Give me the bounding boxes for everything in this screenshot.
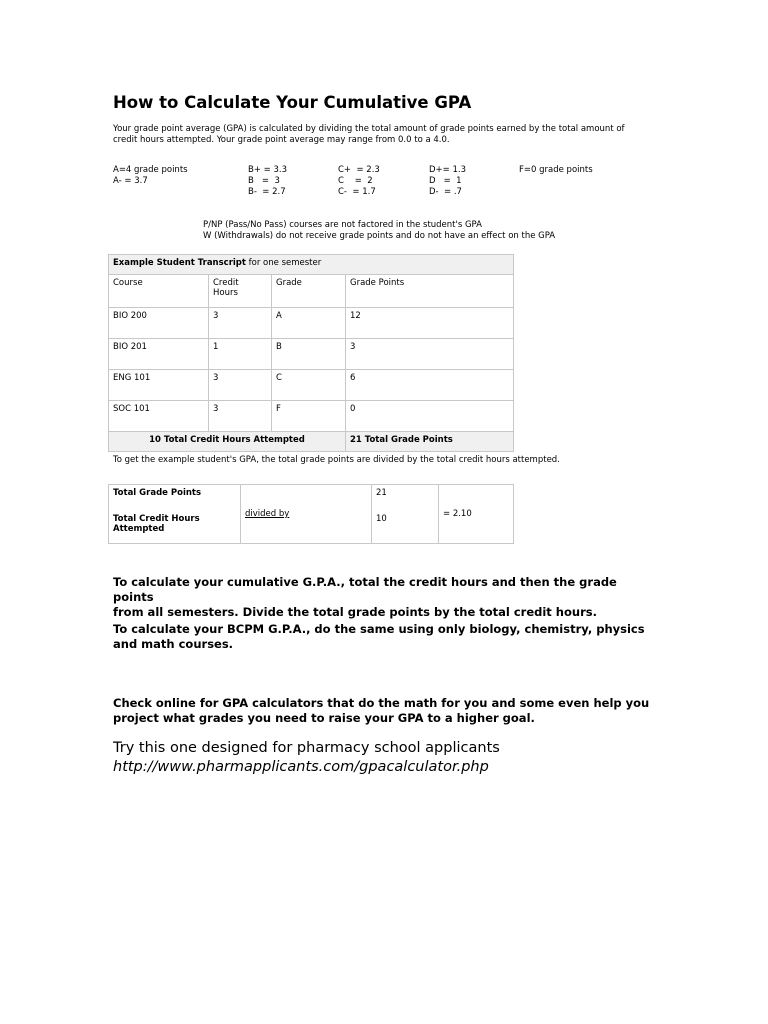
grade-entry: C = 2 (338, 176, 373, 186)
table-row (109, 401, 514, 432)
grade-entry: B = 3 (248, 176, 280, 186)
cumulative-gpa-paragraph (113, 575, 653, 620)
transcript-caption-rest: for one semester (245, 258, 322, 268)
grade-scale-d (429, 165, 466, 198)
column-header-grade: Grade (272, 275, 346, 308)
label-total-credit-hours-2: Attempted (113, 524, 165, 534)
paragraph-line: and math courses. (113, 637, 234, 651)
try-calculator-text: Try this one designed for pharmacy school applicants (113, 740, 500, 756)
grade-points-value: 21 (376, 488, 387, 498)
calc-values-cell (372, 485, 439, 544)
calc-result-cell (439, 485, 514, 544)
calc-labels-cell (109, 485, 241, 544)
grade-entry: B+ = 3.3 (248, 165, 287, 175)
course-cell: ENG 101 (109, 370, 209, 401)
gpa-calculation-table (108, 484, 514, 544)
grade-cell: B (272, 339, 346, 370)
explanation-text: To get the example student's GPA, the total grade points are divided by the total credit hours attempted. (113, 455, 560, 465)
course-cell: SOC 101 (109, 401, 209, 432)
paragraph-line: To calculate your cumulative G.P.A., total the credit hours and then the grade points (113, 575, 617, 604)
column-header-credit-hours (209, 275, 272, 308)
page-title: How to Calculate Your Cumulative GPA (113, 93, 472, 112)
transcript-caption-bold: Example Student Transcript (113, 258, 246, 268)
paragraph-line: project what grades you need to raise your GPA to a higher goal. (113, 711, 535, 725)
points-cell: 6 (346, 370, 514, 401)
grade-entry: D- = .7 (429, 187, 462, 197)
points-cell: 3 (346, 339, 514, 370)
points-cell: 0 (346, 401, 514, 432)
label-total-credit-hours-1: Total Credit Hours (113, 514, 200, 524)
total-credit-hours: 10 Total Credit Hours Attempted (109, 432, 346, 452)
grade-cell: F (272, 401, 346, 432)
hours-cell: 3 (209, 308, 272, 339)
grade-entry: C+ = 2.3 (338, 165, 380, 175)
table-row (109, 308, 514, 339)
credit-header-line-2: Hours (213, 288, 238, 298)
column-header-course: Course (109, 275, 209, 308)
online-calculator-paragraph (113, 696, 653, 726)
grade-entry: D+= 1.3 (429, 165, 467, 175)
label-total-grade-points: Total Grade Points (113, 488, 202, 498)
intro-line-2: credit hours attempted. Your grade point average may range from 0.0 to a 4.0. (113, 135, 450, 145)
gpa-result: = 2.10 (443, 509, 472, 519)
hours-cell: 3 (209, 370, 272, 401)
hours-cell: 3 (209, 401, 272, 432)
paragraph-line: To calculate your BCPM G.P.A., do the same using only biology, chemistry, physics (113, 622, 645, 636)
column-header-grade-points: Grade Points (346, 275, 514, 308)
totals-row (109, 432, 514, 452)
grade-entry: A=4 grade points (113, 165, 188, 175)
total-grade-points: 21 Total Grade Points (346, 432, 514, 452)
credit-header-line-1: Credit (213, 278, 239, 288)
paragraph-line: Check online for GPA calculators that do the math for you and some even help you (113, 696, 650, 710)
credit-hours-value: 10 (376, 514, 387, 524)
divided-by-text: divided by (245, 509, 290, 519)
withdrawal-note: W (Withdrawals) do not receive grade points and do not have an effect on the GPA (203, 231, 556, 241)
calc-operator-cell (241, 485, 372, 544)
grade-scale-a (113, 165, 188, 187)
intro-line-1: Your grade point average (GPA) is calculated by dividing the total amount of grade points earned by the total amount of (113, 124, 625, 134)
course-cell: BIO 200 (109, 308, 209, 339)
table-row (109, 339, 514, 370)
grade-entry: D = 1 (429, 176, 462, 186)
hours-cell: 1 (209, 339, 272, 370)
grade-scale-c (338, 165, 380, 198)
pnp-note: P/NP (Pass/No Pass) courses are not factored in the student's GPA (203, 220, 482, 230)
intro-text (113, 124, 625, 146)
paragraph-line: from all semesters. Divide the total grade points by the total credit hours. (113, 605, 597, 619)
table-row (109, 370, 514, 401)
transcript-table (108, 254, 514, 452)
grade-cell: A (272, 308, 346, 339)
grade-entry: C- = 1.7 (338, 187, 376, 197)
grade-cell: C (272, 370, 346, 401)
grade-scale-b (248, 165, 287, 198)
transcript-caption (109, 255, 514, 275)
points-cell: 12 (346, 308, 514, 339)
grade-entry: B- = 2.7 (248, 187, 286, 197)
bcpm-gpa-paragraph (113, 622, 653, 652)
grade-scale-f (519, 165, 593, 176)
calculator-link[interactable]: http://www.pharmapplicants.com/gpacalculator.php (113, 759, 489, 775)
grading-notes (203, 220, 555, 242)
course-cell: BIO 201 (109, 339, 209, 370)
grade-entry: A- = 3.7 (113, 176, 148, 186)
grade-entry: F=0 grade points (519, 165, 593, 175)
